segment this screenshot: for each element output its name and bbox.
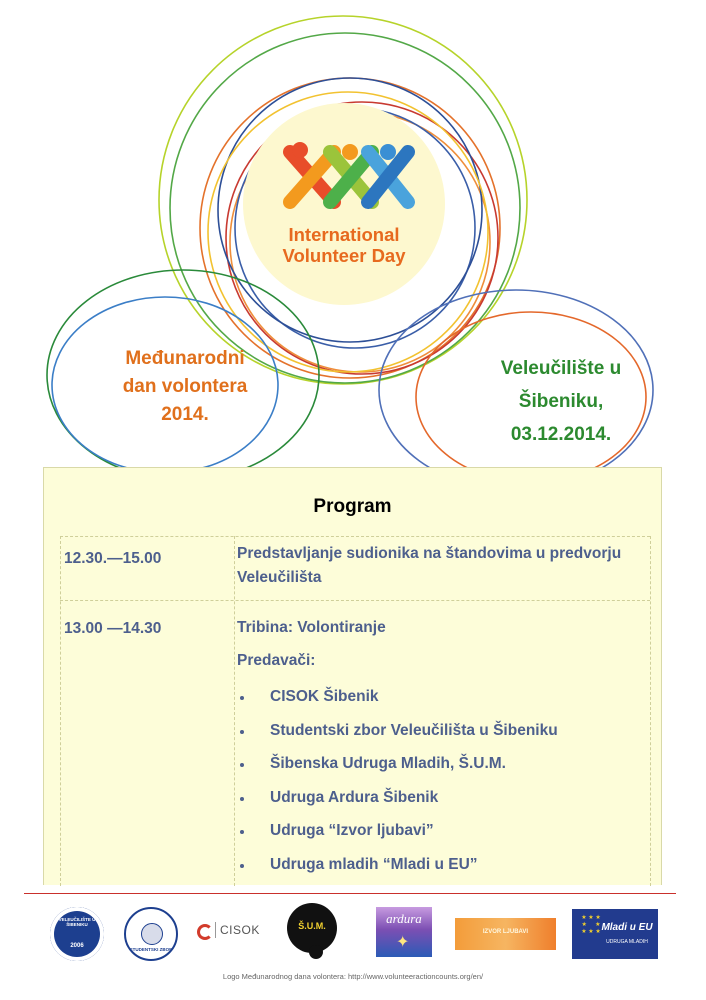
sum-logo-text: Š.U.M. [298,921,326,931]
ivd-title-line2: Volunteer Day [282,245,406,266]
veleuciliste-logo-text: VELEUČILIŠTE U ŠIBENIKU [58,917,96,927]
table-divider [650,536,651,886]
cisok-logo [197,922,267,942]
veleuciliste-logo [50,907,104,961]
logo-credit: Logo Međunarodnog dana volontera: http://www.volunteeractioncounts.org/en/ [222,972,484,981]
row2-time: 13.00 —14.30 [64,620,162,637]
eu-stars-icon: ★ ★ ★ ★ ★ ★ ★ ★ [581,915,601,935]
ardura-star-icon: ✦ [396,934,410,951]
table-divider [60,536,61,886]
list-item: Udruga “Izvor ljubavi” [237,819,647,853]
list-item: Studentski zbor Veleučilišta u Šibeniku [237,719,647,753]
izvor-ljubavi-logo [455,918,556,950]
veleuciliste-logo-year: 2006 [70,943,84,949]
row1-time: 12.30.—15.00 [64,550,162,567]
mladi-u-eu-logo [572,909,658,959]
program-title: Program [313,496,392,517]
event-name-line3: 2014. [161,404,209,425]
event-name-line1: Međunarodni [125,348,245,369]
footer-divider [24,893,676,894]
list-item: CISOK Šibenik [237,685,647,719]
ivd-logo-title [243,224,445,266]
ivd-title-line1: International [288,224,400,245]
cisok-logo-text: CISOK [220,923,260,937]
event-name [60,345,310,429]
ardura-logo-text: ardura [386,911,422,926]
izvor-logo-text: IZVOR LJUBAVI [482,929,529,935]
speakers-label: Predavači: [237,652,316,669]
table-divider [60,536,650,537]
event-location-date [468,352,654,451]
program-panel [43,467,662,885]
speakers-list [237,685,647,887]
mladi-eu-logo-subtext: UDRUGA MLADIH [606,939,648,945]
sum-logo [287,903,339,959]
row2-topic: Tribina: Volontiranje [237,619,386,636]
location-line1: Veleučilište u [500,358,622,379]
event-date: 03.12.2014. [510,424,612,445]
table-divider [234,536,235,886]
ardura-logo [376,907,432,957]
row1-description: Predstavljanje sudionika na štandovima u predvorju Veleučilišta [237,545,622,586]
event-name-line2: dan volontera [122,376,248,397]
list-item: Udruga Ardura Šibenik [237,786,647,820]
list-item: Udruga mladih “Mladi u EU” [237,853,647,887]
three-volunteers-icon [268,140,428,220]
studentski-zbor-logo-text: STUDENTSKI ZBOR [129,947,173,952]
mladi-eu-logo-text: Mladi u EU [601,922,653,933]
location-line2: Šibeniku, [518,391,604,412]
cisok-mark-icon [197,924,213,940]
studentski-zbor-logo [124,907,178,961]
table-divider [60,600,650,601]
list-item: Šibenska Udruga Mladih, Š.U.M. [237,752,647,786]
